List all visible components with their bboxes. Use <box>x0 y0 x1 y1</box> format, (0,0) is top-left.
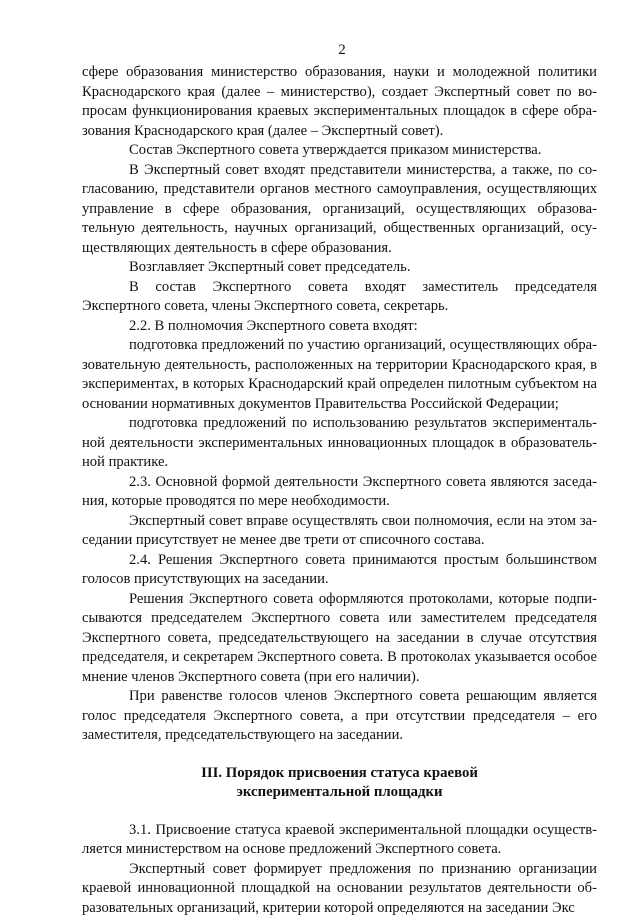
paragraph: 2.3. Основной формой деятельности Экспертного совета являются заседания, которые проводятся по мере необходимости. <box>82 473 597 512</box>
paragraph: В состав Экспертного совета входят заместитель председателя Экспертного совета, члены Экспертного совета, секретарь. <box>82 278 597 317</box>
paragraph: Состав Экспертного совета утверждается приказом министерства. <box>82 141 597 161</box>
paragraph: подготовка предложений по использованию результатов экспериментальной деятельности экспериментальных инновационных площадок в образовательной практике. <box>82 414 597 473</box>
paragraphs-after-section <box>82 821 597 918</box>
paragraph: При равенстве голосов членов Экспертного совета решающим является голос председателя Экспертного совета, а при отсутствии председателя – его заместителя, председательствующего на заседании. <box>82 687 597 746</box>
paragraph: 2.4. Решения Экспертного совета принимаются простым большинством голосов присутствующих на заседании. <box>82 551 597 590</box>
section-heading-line: экспериментальной площадки <box>82 783 597 803</box>
paragraph: Экспертный совет формирует предложения по признанию организации краевой инновационной площадкой на основании результатов деятельности образовательных организаций, критерии которой определяются на заседании Экс <box>82 860 597 918</box>
paragraph: Экспертный совет вправе осуществлять свои полномочия, если на этом заседании присутствует не менее две трети от списочного состава. <box>82 512 597 551</box>
paragraph: Возглавляет Экспертный совет председатель. <box>82 258 597 278</box>
paragraph: Решения Экспертного совета оформляются протоколами, которые подписываются председателем Экспертного совета или заместителем председателя Экспертного совета, председательствующего на заседании в случае отсутствия председателя, и секретарем Экспертного совета. В протоколах указывается особое мнение членов Экспертного совета (при его наличии). <box>82 590 597 688</box>
paragraph: подготовка предложений по участию организаций, осуществляющих образовательную деятельность, расположенных на территории Краснодарского края, в экспериментах, в которых Краснодарский край определен пилотным субъектом на основании нормативных документов Правительства Российской Федерации; <box>82 336 597 414</box>
page-number: 2 <box>82 41 597 60</box>
section-heading-line: III. Порядок присвоения статуса краевой <box>82 764 597 784</box>
paragraph: В Экспертный совет входят представители министерства, а также, по согласованию, представители органов местного самоуправления, осуществляющих управление в сфере образования, организаций, осуществляющих образовательную деятельность, научных организаций, общественных организаций, осуществляющих деятельность в сфере образования. <box>82 161 597 259</box>
paragraph: сфере образования министерство образования, науки и молодежной политики Краснодарского края (далее – министерство), создает Экспертный совет по вопросам функционирования краевых экспериментальных площадок в сфере образования Краснодарского края (далее – Экспертный совет). <box>82 63 597 141</box>
section-heading <box>82 764 597 803</box>
document-body <box>82 63 597 918</box>
paragraph: 3.1. Присвоение статуса краевой экспериментальной площадки осуществляется министерством на основе предложений Экспертного совета. <box>82 821 597 860</box>
paragraphs-before-section <box>82 63 597 746</box>
paragraph: 2.2. В полномочия Экспертного совета входят: <box>82 317 597 337</box>
